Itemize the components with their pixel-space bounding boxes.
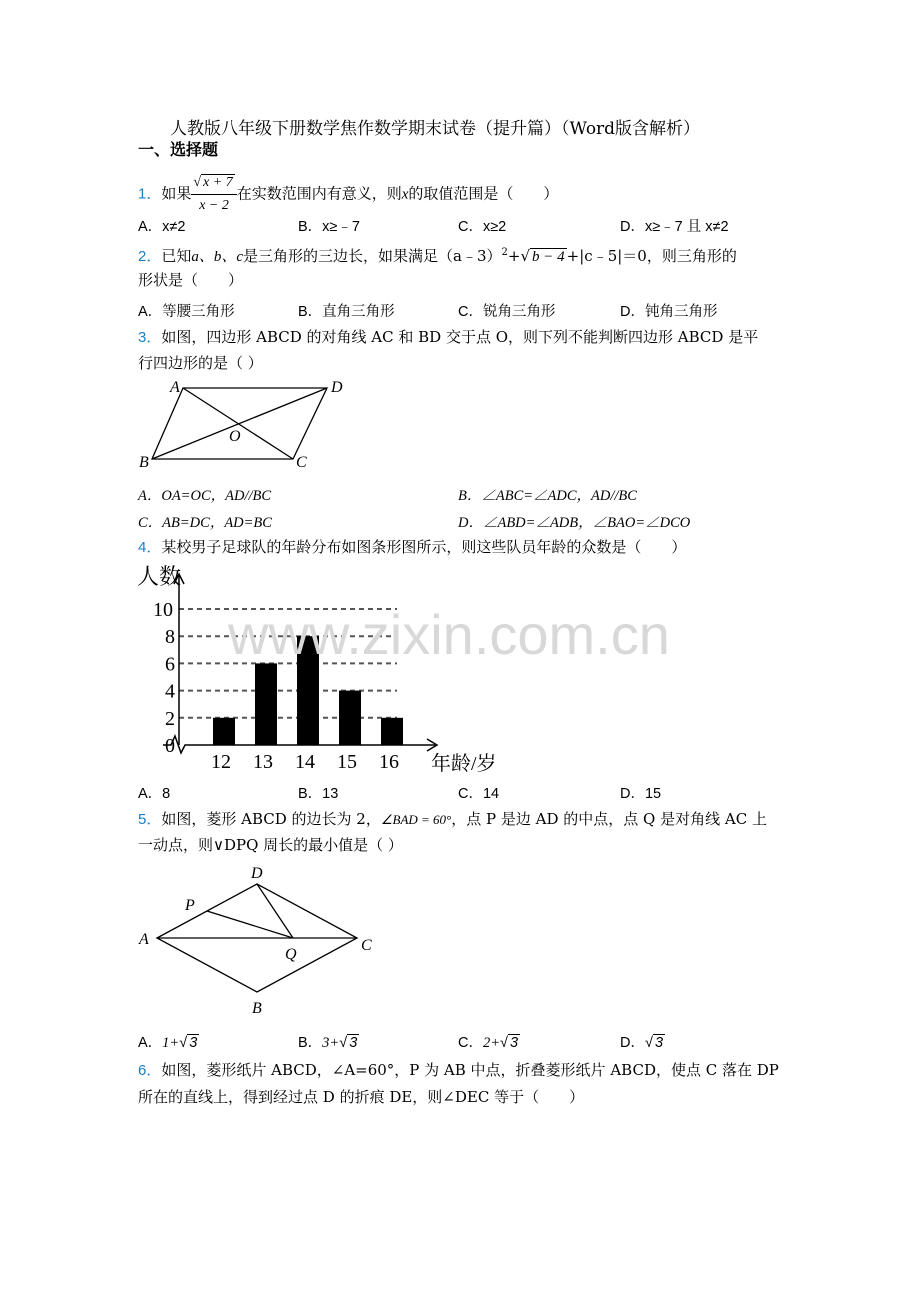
option-b[interactable]: B．x≥﹣7 bbox=[298, 219, 360, 235]
option-a[interactable]: A．等腰三角形 bbox=[138, 304, 235, 320]
question-number: 5． bbox=[138, 811, 162, 828]
option-c[interactable]: C．AB=DC，AD=BC bbox=[138, 515, 272, 531]
question-1: 1．如果 $\frac{√ x + 7}{x - 2}$ 在实数范围内有意义，则x的取值范围是（ ） bbox=[138, 172, 558, 217]
bar-15 bbox=[339, 691, 361, 745]
option-d[interactable]: D．钝角三角形 bbox=[620, 304, 718, 320]
option-d[interactable]: D．∠ABD=∠ADB，∠BAO=∠DCO bbox=[458, 515, 691, 531]
watermark: www.zixin.com.cn bbox=[228, 603, 670, 666]
question-5: 5．如图，菱形 ABCD 的边长为 2，∠BAD = 60°，点 P 是边 AD 的中点，点 Q 是对角线 AC 上 bbox=[138, 810, 767, 828]
page-title: 人教版八年级下册数学焦作数学期末试卷（提升篇）（Word版含解析） bbox=[170, 119, 701, 139]
option-b[interactable]: B．直角三角形 bbox=[298, 304, 395, 320]
label-p: P bbox=[185, 897, 195, 914]
section-heading: 一、选择题 bbox=[138, 140, 219, 159]
x-tick-label: 14 bbox=[295, 751, 315, 773]
bar-chart bbox=[135, 558, 515, 778]
question-number: 1． bbox=[138, 185, 162, 203]
option-d[interactable]: D．x≥﹣7 且 x≠2 bbox=[620, 219, 729, 235]
label-a: A bbox=[170, 379, 180, 396]
rhombus-figure bbox=[135, 858, 385, 1018]
question-4: 4．某校男子足球队的年龄分布如图条形图所示，则这些队员年龄的众数是（ ） bbox=[138, 538, 687, 556]
option-a[interactable]: A．OA=OC，AD//BC bbox=[138, 488, 272, 504]
question-3: 3．如图，四边形 ABCD 的对角线 AC 和 BD 交于点 O，则下列不能判断四边形 ABCD 是平 bbox=[138, 328, 759, 346]
label-b: B bbox=[139, 454, 149, 471]
y-tick-label: 10 bbox=[153, 599, 173, 621]
x-tick-label: 15 bbox=[337, 751, 357, 773]
label-o: O bbox=[229, 428, 241, 445]
question-5-line2: 一动点，则∨DPQ 周长的最小值是（ ） bbox=[138, 836, 403, 854]
option-c[interactable]: C．2+√ 3 bbox=[458, 1035, 519, 1051]
bar-16 bbox=[381, 718, 403, 745]
parallelogram-figure bbox=[135, 375, 355, 475]
option-a[interactable]: A．x≠2 bbox=[138, 219, 186, 235]
option-c[interactable]: C．14 bbox=[458, 786, 500, 802]
option-c[interactable]: C．锐角三角形 bbox=[458, 304, 556, 320]
question-number: 4． bbox=[138, 539, 162, 556]
y-tick-label: 2 bbox=[165, 707, 175, 730]
option-a[interactable]: A．1+√ 3 bbox=[138, 1035, 198, 1051]
question-2-line2: 形状是（ ） bbox=[138, 271, 244, 289]
bar-12 bbox=[213, 718, 235, 745]
label-b: B bbox=[252, 1000, 262, 1017]
label-d: D bbox=[251, 865, 263, 882]
y-axis-label: 人数 bbox=[137, 564, 182, 589]
label-a: A bbox=[139, 931, 149, 948]
y-tick-label: 0 bbox=[165, 735, 175, 757]
option-b[interactable]: B．∠ABC=∠ADC，AD//BC bbox=[458, 488, 637, 504]
option-a[interactable]: A．8 bbox=[138, 786, 171, 802]
label-q: Q bbox=[285, 946, 297, 963]
option-b[interactable]: B．13 bbox=[298, 786, 339, 802]
option-c[interactable]: C．x≥2 bbox=[458, 219, 507, 235]
question-3-line2: 行四边形的是（ ） bbox=[138, 354, 263, 372]
x-tick-label: 13 bbox=[253, 751, 273, 773]
y-tick-label: 4 bbox=[165, 680, 175, 703]
question-2: 2．已知a、b、c是三角形的三边长，如果满足（a﹣3）$^2$+√ b − 4 +|c﹣5|＝0，则三角形的 bbox=[138, 247, 737, 265]
fraction: $\frac{√ x + 7}{x - 2}$ bbox=[191, 172, 236, 217]
option-d[interactable]: D．√ 3 bbox=[620, 1035, 664, 1051]
y-tick-label: 8 bbox=[165, 626, 175, 649]
label-c: C bbox=[296, 454, 307, 471]
x-tick-label: 12 bbox=[211, 751, 231, 773]
question-number: 6． bbox=[138, 1062, 162, 1079]
y-tick-label: 6 bbox=[165, 653, 175, 676]
label-c: C bbox=[361, 937, 372, 954]
x-axis-label: 年龄/岁 bbox=[431, 753, 497, 775]
question-6: 6．如图，菱形纸片 ABCD，∠A=60°，P 为 AB 中点，折叠菱形纸片 ABCD，使点 C 落在 DP bbox=[138, 1061, 779, 1079]
option-b[interactable]: B．3+√ 3 bbox=[298, 1035, 358, 1051]
x-tick-label: 16 bbox=[379, 751, 399, 773]
question-number: 2． bbox=[138, 248, 162, 265]
question-6-line2: 所在的直线上，得到经过点 D 的折痕 DE，则∠DEC 等于（ ） bbox=[138, 1088, 585, 1106]
question-number: 3． bbox=[138, 329, 162, 346]
option-d[interactable]: D．15 bbox=[620, 786, 662, 802]
label-d: D bbox=[331, 379, 343, 396]
bar-13 bbox=[255, 663, 277, 745]
